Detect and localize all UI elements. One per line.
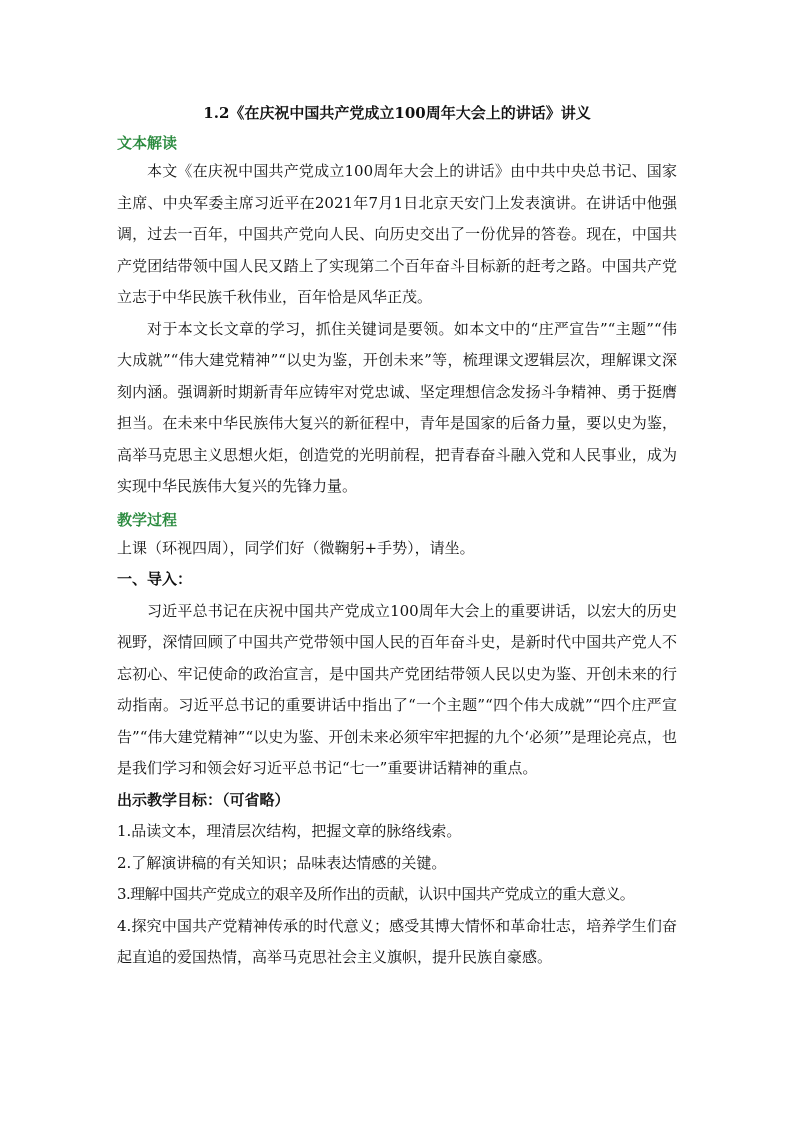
interpretation-paragraph-1: 本文《在庆祝中国共产党成立100周年大会上的讲话》由中共中央总书记、国家主席、中央军委主席习近平在2021年7月1日北京天安门上发表演讲。在讲话中他强调，过去一百年，中国共产党向人民、向历史交出了一份优异的答卷。现在，中国共产党团结带领中国人民又踏上了实现第二个百年奋斗目标新的赶考之路。中国共产党立志于中华民族千秋伟业，百年恰是风华正茂。	[117, 162, 677, 306]
class-opening-line: 上课（环视四周），同学们好（微鞠躬+手势），请坐。	[117, 538, 475, 557]
intro-paragraph: 习近平总书记在庆祝中国共产党成立100周年大会上的重要讲话，以宏大的历史视野，深情回顾了中国共产党带领中国人民的百年奋斗史，是新时代中国共产党人不忘初心、牢记使命的政治宣言，是中国共产党团结带领人民以史为鉴、开创未来的行动指南。习近平总书记的重要讲话中指出了“一个主题”“四个伟大成就”“四个庄严宣告”“伟大建党精神”“以史为鉴、开创未来必须牢牢把握的九个‘必须’”是理论亮点，也是我们学习和领会好习近平总书记“七一”重要讲话精神的重点。	[117, 601, 677, 777]
document-content	[117, 100, 677, 974]
objective-item: 2.了解演讲稿的有关知识；品味表达情感的关键。	[117, 853, 447, 872]
intro-heading: 一、导入：	[117, 570, 193, 588]
objectives-heading: 出示教学目标：（可省略）	[117, 790, 290, 809]
interpretation-paragraph-2: 对于本文长文章的学习，抓住关键词是要领。如本文中的“庄严宣告”“主题”“伟大成就”“伟大建党精神”“以史为鉴，开创未来”等，梳理课文逻辑层次，理解课文深刻内涵。强调新时期新青年应铸牢对党忠诚、坚定理想信念发扬斗争精神、勇于挺膺担当。在未来中华民族伟大复兴的新征程中，青年是国家的后备力量，要以史为鉴，高举马克思主义思想火炬，创造党的光明前程，把青春奋斗融入党和人民事业，成为实现中华民族伟大复兴的先锋力量。	[117, 319, 677, 495]
objective-item: 4.探究中国共产党精神传承的时代意义；感受其博大情怀和革命壮志，培养学生们奋起直追的爱国热情，高举马克思社会主义旗帜，提升民族自豪感。	[117, 916, 677, 966]
section-heading-text-interpretation: 文本解读	[117, 134, 178, 152]
objective-item: 3.理解中国共产党成立的艰辛及所作出的贡献，认识中国共产党成立的重大意义。	[117, 885, 635, 903]
objective-item: 1.品读文本，理清层次结构，把握文章的脉络线索。	[117, 822, 462, 840]
section-heading-teaching-process: 教学过程	[117, 510, 178, 529]
document-title: 1.2《在庆祝中国共产党成立100周年大会上的讲话》讲义	[203, 104, 591, 122]
